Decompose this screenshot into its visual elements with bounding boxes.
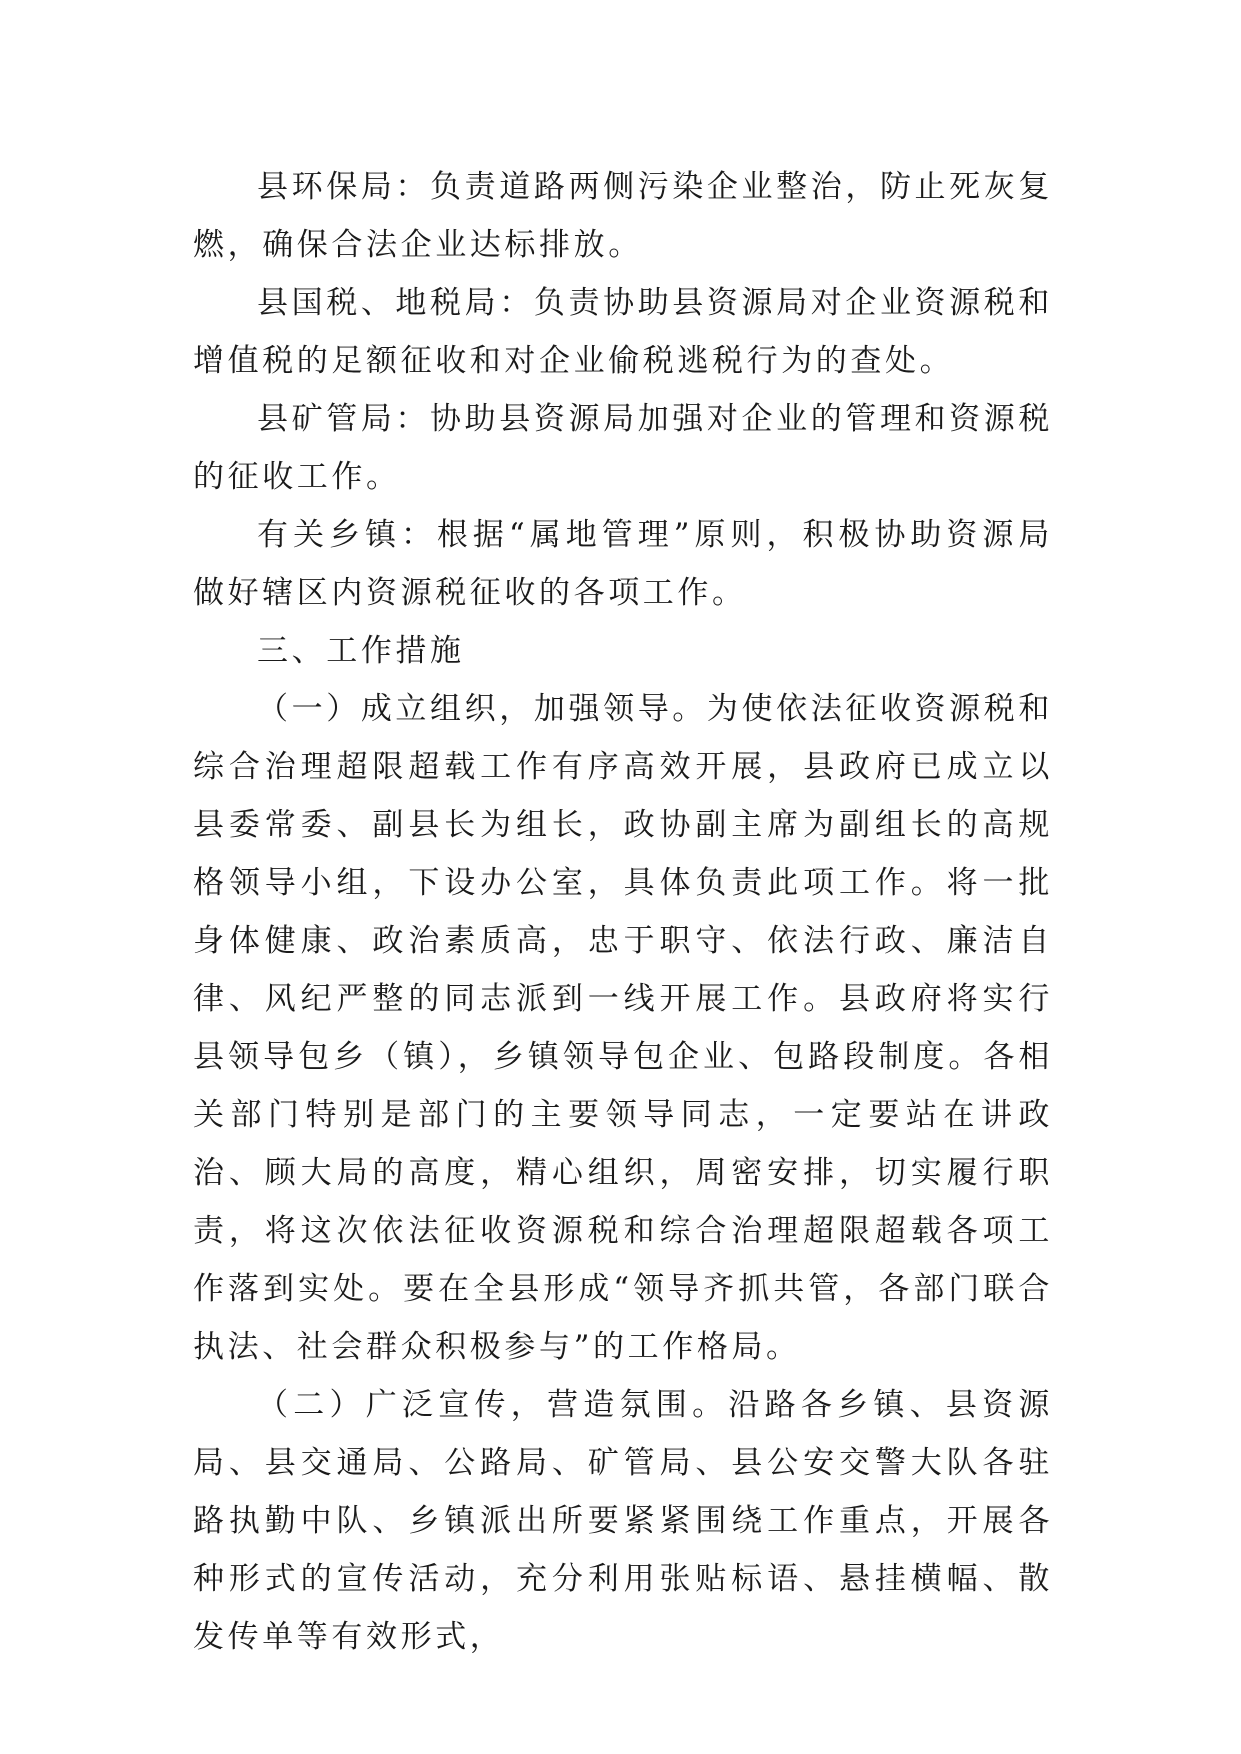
paragraph-environmental-bureau: 县环保局：负责道路两侧污染企业整治，防止死灰复燃，确保合法企业达标排放。 — [193, 169, 1053, 263]
paragraph-tax-bureau: 县国税、地税局：负责协助县资源局对企业资源税和增值税的足额征收和对企业偷税逃税行为的查处。 — [193, 285, 1053, 379]
paragraph-townships: 有关乡镇：根据“属地管理”原则，积极协助资源局做好辖区内资源税征收的各项工作。 — [193, 517, 1053, 611]
section-heading-work-measures: 三、工作措施 — [257, 633, 465, 669]
document-body — [193, 158, 1053, 1666]
paragraph-measure-1: （一）成立组织，加强领导。为使依法征收资源税和综合治理超限超载工作有序高效开展，县政府已成立以县委常委、副县长为组长，政协副主席为副组长的高规格领导小组，下设办公室，具体负责此项工作。将一批身体健康、政治素质高，忠于职守、依法行政、廉洁自律、风纪严整的同志派到一线开展工作。县政府将实行县领导包乡（镇），乡镇领导包企业、包路段制度。各相关部门特别是部门的主要领导同志，一定要站在讲政治、顾大局的高度，精心组织，周密安排，切实履行职责，将这次依法征收资源税和综合治理超限超载各项工作落到实处。要在全县形成“领导齐抓共管，各部门联合执法、社会群众积极参与”的工作格局。 — [193, 691, 1053, 1365]
paragraph-measure-2: （二）广泛宣传，营造氛围。沿路各乡镇、县资源局、县交通局、公路局、矿管局、县公安交警大队各驻路执勤中队、乡镇派出所要紧紧围绕工作重点，开展各种形式的宣传活动，充分利用张贴标语、悬挂横幅、散发传单等有效形式， — [193, 1387, 1053, 1655]
paragraph-mining-bureau: 县矿管局：协助县资源局加强对企业的管理和资源税的征收工作。 — [193, 401, 1053, 495]
